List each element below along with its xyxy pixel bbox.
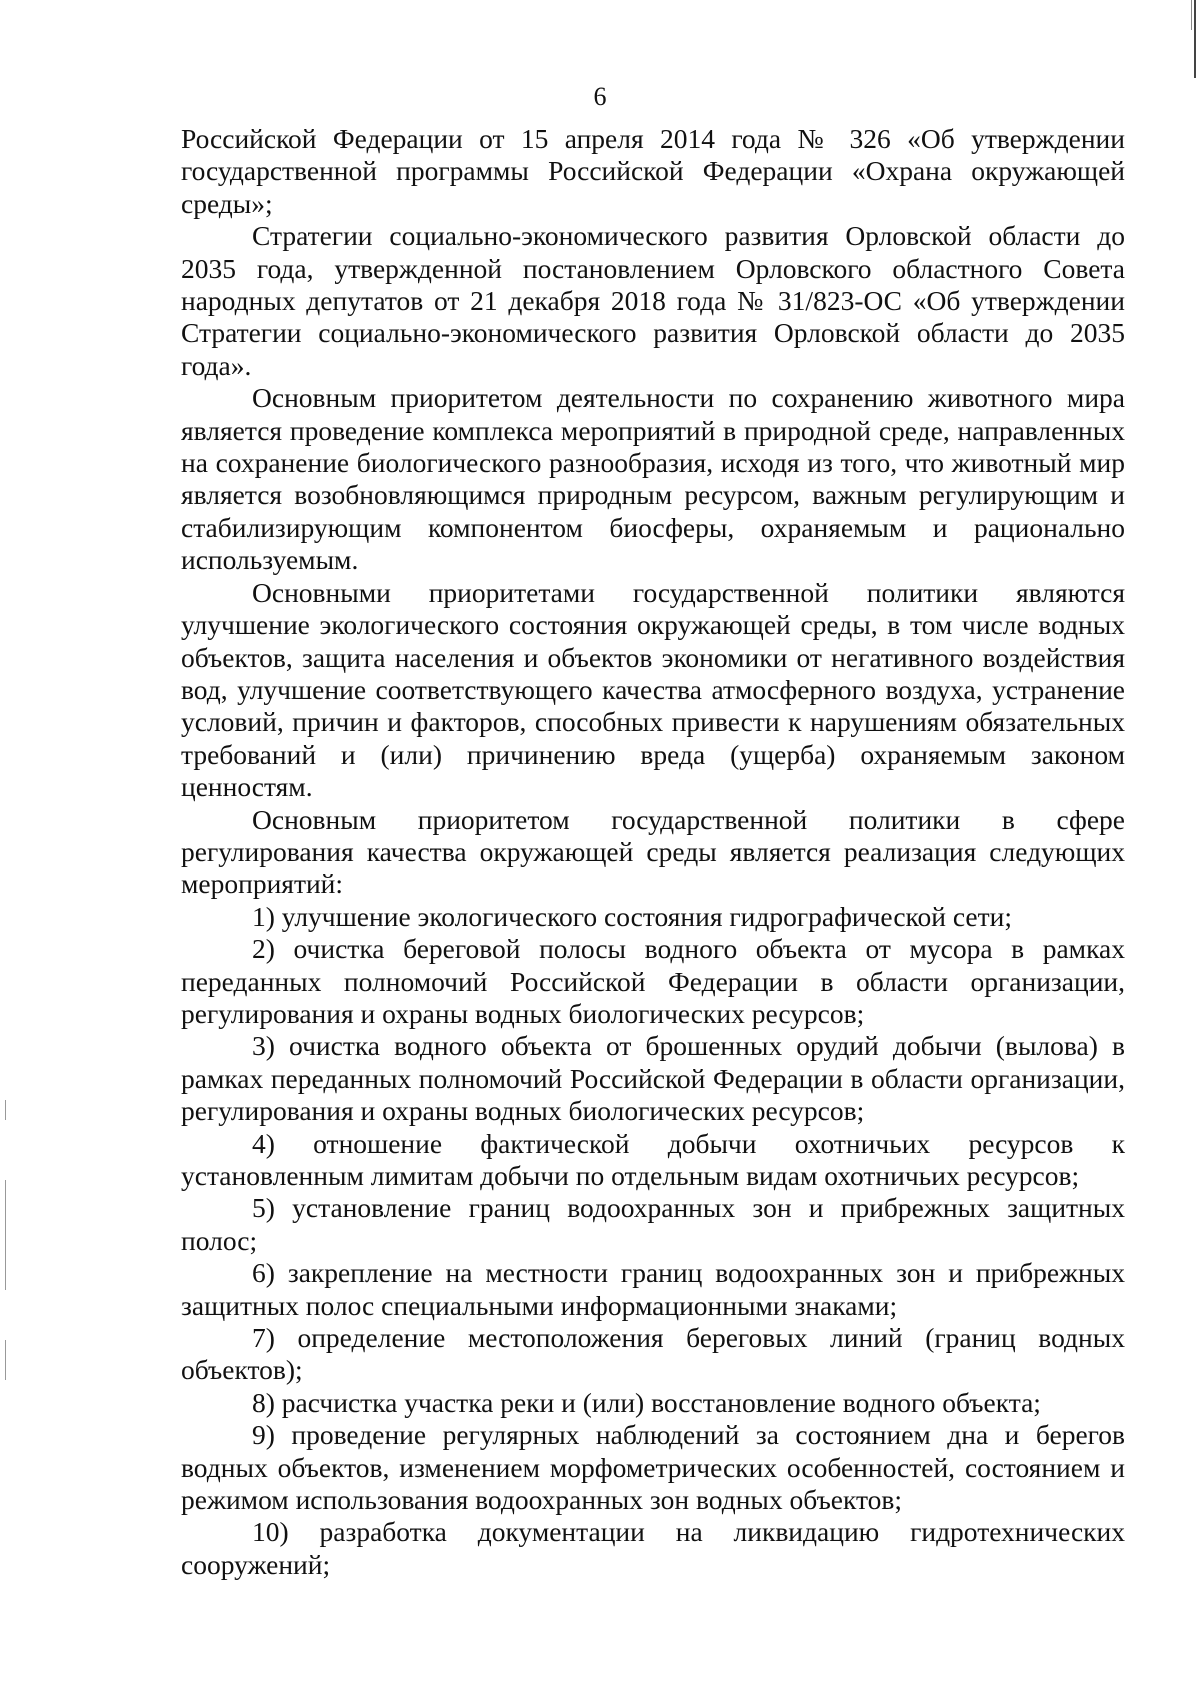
list-item-10: 10) разработка документации на ликвидацию гидротехнических сооружений; <box>181 1516 1125 1580</box>
list-item-3: 3) очистка водного объекта от брошенных орудий добычи (вылова) в рамках переданных полномочий Российской Федерации в области организации, регулирования и охраны водных биологических ресурсов; <box>181 1030 1125 1127</box>
scan-edge-mark <box>1194 0 1196 78</box>
page-number: 6 <box>593 82 607 111</box>
list-item-7: 7) определение местоположения береговых линий (границ водных объектов); <box>181 1322 1125 1386</box>
margin-scan-mark <box>5 1340 6 1380</box>
document-body <box>181 123 1125 1581</box>
list-item-2: 2) очистка береговой полосы водного объекта от мусора в рамках переданных полномочий Российской Федерации в области организации, регулирования и охраны водных биологических ресурсов; <box>181 933 1125 1029</box>
margin-scan-mark <box>5 1180 6 1290</box>
list-item-4: 4) отношение фактической добычи охотничьих ресурсов к установленным лимитам добычи по отдельным видам охотничьих ресурсов; <box>181 1127 1125 1191</box>
paragraph-wildlife-priority: Основным приоритетом деятельности по сохранению животного мира является проведение комплекса мероприятий в природной среде, направленных на сохранение биологического разнообразия, исходя из того, что животный мир является возобновляющимся природным ресурсом, важным регулирующим и стабилизирующим компонентом биосферы, охраняемым и рационально используемым. <box>181 382 1125 576</box>
list-item-6: 6) закрепление на местности границ водоохранных зон и прибрежных защитных полос специальными информационными знаками; <box>181 1257 1125 1321</box>
margin-scan-mark <box>5 1100 6 1120</box>
list-item-5: 5) установление границ водоохранных зон и прибрежных защитных полос; <box>181 1192 1125 1256</box>
list-item-1: 1) улучшение экологического состояния гидрографической сети; <box>252 900 1012 932</box>
paragraph-continuation: Российской Федерации от 15 апреля 2014 года № 326 «Об утверждении государственной программы Российской Федерации «Охрана окружающей среды»; <box>181 123 1125 219</box>
list-item-9: 9) проведение регулярных наблюдений за состоянием дна и берегов водных объектов, изменением морфометрических особенностей, состоянием и режимом использования водоохранных зон водных объектов; <box>181 1419 1125 1516</box>
scan-edge-mark-secondary <box>1191 0 1192 30</box>
paragraph-policy-priorities: Основными приоритетами государственной политики являются улучшение экологического состояния окружающей среды, в том числе водных объектов, защита населения и объектов экономики от негативного воздействия вод, улучшение соответствующего качества атмосферного воздуха, устранение условий, причин и факторов, способных привести к нарушениям обязательных требований и (или) причинению вреда (ущерба) охраняемым законом ценностям. <box>181 576 1125 803</box>
paragraph-measures-intro: Основным приоритетом государственной политики в сфере регулирования качества окружающей среды является реализация следующих мероприятий: <box>181 803 1125 900</box>
paragraph-strategy: Стратегии социально-экономического развития Орловской области до 2035 года, утвержденной постановлением Орловского областного Совета народных депутатов от 21 декабря 2018 года № 31/823-ОС «Об утверждении Стратегии социально-экономического развития Орловской области до 2035 года». <box>181 220 1125 381</box>
list-item-8: 8) расчистка участка реки и (или) восстановление водного объекта; <box>252 1386 1041 1418</box>
